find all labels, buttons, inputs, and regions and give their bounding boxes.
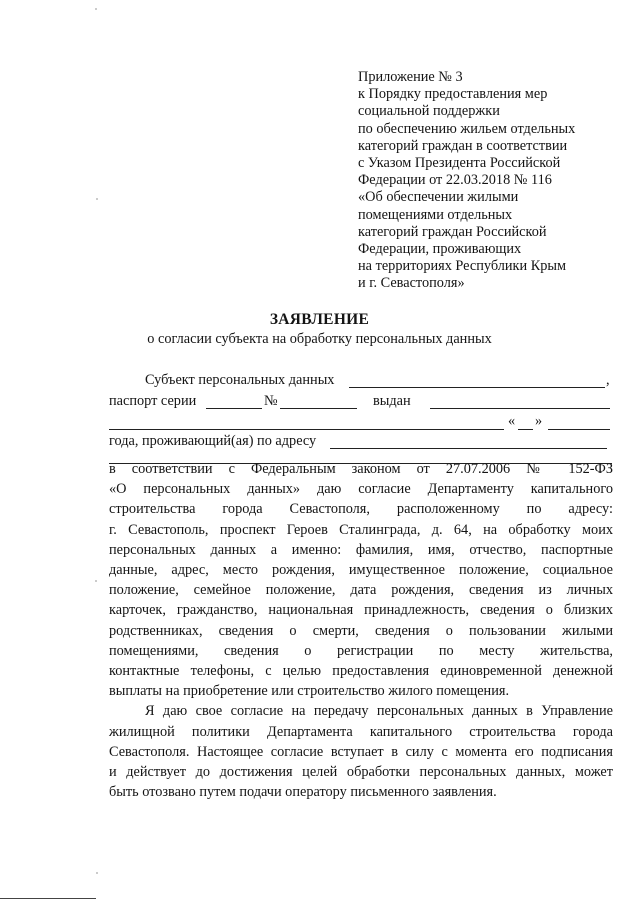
document-subtitle: о согласии субъекта на обработку персональных данных	[147, 331, 492, 347]
appendix-line: социальной поддержки	[358, 103, 500, 120]
body-line: помещениями, сведения о регистрации по месту жительства,	[109, 642, 613, 659]
issue-month-field[interactable]	[548, 429, 610, 430]
body-line: родственниках, сведения о смерти, сведения о пользовании жилыми	[109, 622, 613, 639]
subject-name-field[interactable]	[349, 387, 605, 388]
subject-label: Субъект персональных данных	[145, 372, 335, 388]
appendix-line: Федерации, проживающих	[358, 240, 522, 257]
issue-day-field[interactable]	[518, 429, 533, 430]
body-line: Севастополя. Настоящее согласие вступает в силу с момента его подписания	[109, 743, 613, 760]
appendix-line: к Порядку предоставления мер	[358, 86, 548, 103]
subject-comma: ,	[606, 372, 610, 388]
appendix-line: по обеспечению жильем отдельных	[358, 120, 576, 137]
body-line: г. Севастополь, проспект Героев Сталинграда, д. 64, на обработку моих	[109, 521, 613, 538]
appendix-line: категорий граждан в соответствии	[358, 137, 568, 154]
issued-label: выдан	[373, 393, 411, 409]
scan-speck	[96, 198, 98, 200]
body-line: жилищной политики Департамента капитального строительства города	[109, 723, 613, 740]
appendix-line: с Указом Президента Российской	[358, 154, 561, 171]
passport-series-field[interactable]	[206, 408, 262, 409]
scan-speck	[96, 872, 98, 874]
body-line: данные, адрес, место рождения, имущественное положение, социальное	[109, 562, 613, 579]
body-line: положение, семейное положение, дата рождения, сведения из личных	[109, 582, 613, 599]
body-line: в соответствии с Федеральным законом от 27.07.2006 № 152-ФЗ	[109, 461, 613, 477]
year-address-label: года, проживающий(ая) по адресу	[109, 433, 317, 449]
body-line: быть отозвано путем подачи оператору письменного заявления.	[109, 784, 497, 801]
scan-speck	[95, 580, 97, 582]
appendix-block	[358, 69, 575, 292]
document-title: ЗАЯВЛЕНИЕ	[269, 311, 370, 328]
appendix-line: помещениями отдельных	[358, 206, 513, 223]
appendix-line: Приложение № 3	[358, 69, 463, 85]
scan-speck	[95, 8, 97, 10]
footnote-separator	[0, 898, 96, 899]
body-line: и действует до достижения целей обработки персональных данных, может	[109, 764, 613, 781]
body-line: строительства города Севастополя, расположенному по адресу:	[109, 501, 613, 518]
address-field[interactable]	[330, 448, 607, 449]
body-line: «О персональных данных» даю согласие Департаменту капитального	[109, 481, 613, 498]
body-line: выплаты на приобретение или строительство жилого помещения.	[109, 683, 510, 700]
appendix-line: на территориях Республики Крым	[358, 258, 567, 275]
appendix-line: «Об обеспечении жилыми	[358, 189, 519, 206]
issued-by-continuation-field[interactable]	[109, 429, 504, 430]
passport-number-label: №	[264, 393, 278, 409]
date-open-quote: «	[508, 413, 516, 429]
passport-series-label: паспорт серии	[109, 393, 197, 409]
appendix-line: категорий граждан Российской	[358, 223, 547, 240]
body-line: персональных данных а именно: фамилия, имя, отчество, паспортные	[109, 541, 613, 558]
body-line: Я даю свое согласие на передачу персональных данных в Управление	[145, 703, 613, 720]
body-line: контактные телефоны, с целью предоставления единовременной денежной	[109, 663, 613, 680]
appendix-line: Федерации от 22.03.2018 № 116	[358, 172, 552, 189]
issued-by-field[interactable]	[430, 408, 610, 409]
passport-number-field[interactable]	[280, 408, 357, 409]
consent-body	[109, 459, 613, 802]
appendix-line: и г. Севастополя»	[358, 275, 465, 292]
date-close-quote: »	[535, 413, 543, 429]
body-line: карточек, гражданство, национальная принадлежность, сведения о близких	[109, 602, 613, 619]
